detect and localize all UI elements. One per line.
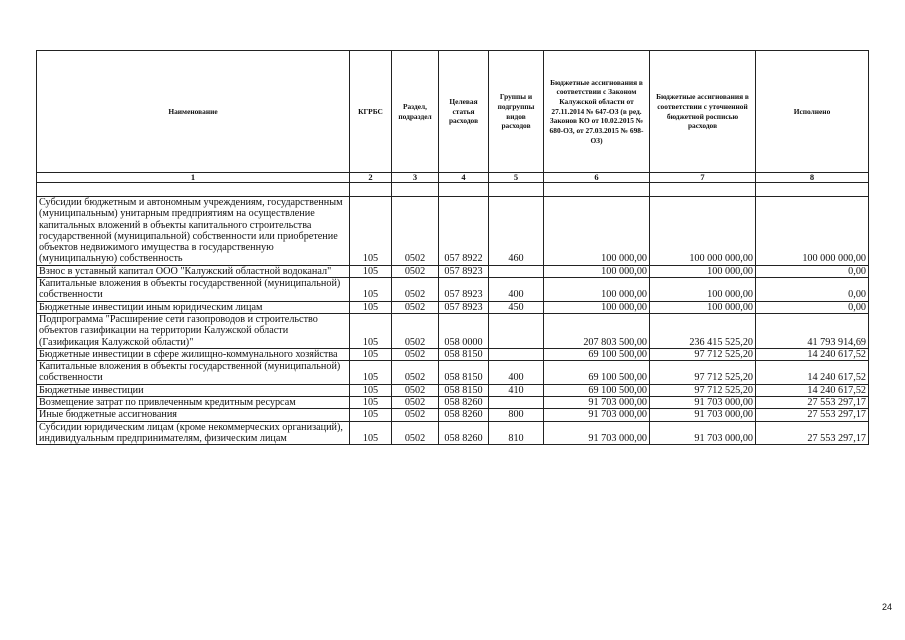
row-target: 057 8922 (439, 197, 489, 266)
table-row (37, 278, 869, 302)
row-refined-amount: 97 712 525,20 (650, 348, 756, 360)
column-number: 8 (756, 173, 869, 183)
row-name: Бюджетные инвестиции (37, 384, 350, 396)
row-section: 0502 (392, 361, 439, 385)
row-section: 0502 (392, 313, 439, 348)
row-group: 410 (489, 384, 544, 396)
row-target: 058 0000 (439, 313, 489, 348)
row-law-amount: 91 703 000,00 (544, 421, 650, 445)
header-row (37, 51, 869, 173)
row-kgrbs: 105 (350, 361, 392, 385)
row-target: 057 8923 (439, 301, 489, 313)
row-target: 057 8923 (439, 278, 489, 302)
row-law-amount: 100 000,00 (544, 197, 650, 266)
row-refined-amount: 97 712 525,20 (650, 361, 756, 385)
row-section: 0502 (392, 301, 439, 313)
column-numbers-row (37, 173, 869, 183)
row-executed-amount: 41 793 914,69 (756, 313, 869, 348)
table-row (37, 384, 869, 396)
row-name: Взнос в уставный капитал ООО "Калужский областной водоканал" (37, 265, 350, 277)
row-kgrbs: 105 (350, 348, 392, 360)
row-name: Капитальные вложения в объекты государственной (муниципальной) собственности (37, 361, 350, 385)
row-name: Подпрограмма "Расширение сети газопроводов и строительство объектов газификации на территории Калужской области (Газификация Калужской области)" (37, 313, 350, 348)
row-law-amount: 100 000,00 (544, 278, 650, 302)
row-section: 0502 (392, 397, 439, 409)
column-number: 2 (350, 173, 392, 183)
row-name: Бюджетные инвестиции иным юридическим лицам (37, 301, 350, 313)
row-section: 0502 (392, 348, 439, 360)
row-executed-amount: 14 240 617,52 (756, 348, 869, 360)
table-row (37, 348, 869, 360)
row-section: 0502 (392, 409, 439, 421)
table-row (37, 361, 869, 385)
row-kgrbs: 105 (350, 197, 392, 266)
row-executed-amount: 0,00 (756, 301, 869, 313)
row-name: Бюджетные инвестиции в сфере жилищно-коммунального хозяйства (37, 348, 350, 360)
row-law-amount: 91 703 000,00 (544, 397, 650, 409)
row-law-amount: 207 803 500,00 (544, 313, 650, 348)
row-law-amount: 69 100 500,00 (544, 348, 650, 360)
row-target: 058 8260 (439, 397, 489, 409)
row-refined-amount: 236 415 525,20 (650, 313, 756, 348)
row-law-amount: 100 000,00 (544, 301, 650, 313)
row-name: Капитальные вложения в объекты государственной (муниципальной) собственности (37, 278, 350, 302)
budget-table (36, 50, 869, 445)
row-target: 058 8150 (439, 384, 489, 396)
row-executed-amount: 14 240 617,52 (756, 361, 869, 385)
row-law-amount: 69 100 500,00 (544, 384, 650, 396)
row-group (489, 397, 544, 409)
table-row (37, 409, 869, 421)
row-target: 058 8260 (439, 421, 489, 445)
row-target: 057 8923 (439, 265, 489, 277)
row-group: 810 (489, 421, 544, 445)
row-section: 0502 (392, 265, 439, 277)
row-section: 0502 (392, 278, 439, 302)
row-group: 450 (489, 301, 544, 313)
row-law-amount: 91 703 000,00 (544, 409, 650, 421)
row-kgrbs: 105 (350, 313, 392, 348)
row-group: 800 (489, 409, 544, 421)
table-row (37, 197, 869, 266)
row-target: 058 8150 (439, 361, 489, 385)
row-kgrbs: 105 (350, 421, 392, 445)
row-group: 460 (489, 197, 544, 266)
row-refined-amount: 100 000,00 (650, 301, 756, 313)
header-refined: Бюджетные ассигнования в соответствии с уточненной бюджетной росписью расходов (650, 51, 756, 173)
row-target: 058 8260 (439, 409, 489, 421)
row-law-amount: 69 100 500,00 (544, 361, 650, 385)
row-section: 0502 (392, 421, 439, 445)
row-kgrbs: 105 (350, 301, 392, 313)
row-section: 0502 (392, 197, 439, 266)
row-group: 400 (489, 278, 544, 302)
row-kgrbs: 105 (350, 265, 392, 277)
row-section: 0502 (392, 384, 439, 396)
column-number: 5 (489, 173, 544, 183)
row-kgrbs: 105 (350, 278, 392, 302)
table-row (37, 313, 869, 348)
header-kgrbs: КГРБС (350, 51, 392, 173)
row-executed-amount: 27 553 297,17 (756, 421, 869, 445)
row-refined-amount: 97 712 525,20 (650, 384, 756, 396)
row-name: Субсидии бюджетным и автономным учреждениям, государственным (муниципальным) унитарным предприятиям на осуществление капитальных вложений в объекты капитального строительства государственной (муниципальной) собственности или приобретение объектов недвижимого имущества в государственную (муниципальную) собственность (37, 197, 350, 266)
row-refined-amount: 100 000 000,00 (650, 197, 756, 266)
row-name: Иные бюджетные ассигнования (37, 409, 350, 421)
row-target: 058 8150 (439, 348, 489, 360)
spacer-row (37, 183, 869, 197)
row-executed-amount: 27 553 297,17 (756, 409, 869, 421)
page-number: 24 (882, 602, 893, 612)
row-refined-amount: 91 703 000,00 (650, 397, 756, 409)
row-law-amount: 100 000,00 (544, 265, 650, 277)
header-executed: Исполнено (756, 51, 869, 173)
row-group (489, 348, 544, 360)
row-kgrbs: 105 (350, 409, 392, 421)
column-number: 7 (650, 173, 756, 183)
row-name: Субсидии юридическим лицам (кроме некоммерческих организаций), индивидуальным предпринимателям, физическим лицам (37, 421, 350, 445)
row-refined-amount: 100 000,00 (650, 265, 756, 277)
row-executed-amount: 0,00 (756, 278, 869, 302)
header-section: Раздел, подраздел (392, 51, 439, 173)
row-executed-amount: 0,00 (756, 265, 869, 277)
table-row (37, 301, 869, 313)
column-number: 1 (37, 173, 350, 183)
row-refined-amount: 91 703 000,00 (650, 421, 756, 445)
row-executed-amount: 14 240 617,52 (756, 384, 869, 396)
row-group (489, 265, 544, 277)
row-refined-amount: 91 703 000,00 (650, 409, 756, 421)
row-name: Возмещение затрат по привлеченным кредитным ресурсам (37, 397, 350, 409)
row-executed-amount: 100 000 000,00 (756, 197, 869, 266)
row-executed-amount: 27 553 297,17 (756, 397, 869, 409)
row-kgrbs: 105 (350, 384, 392, 396)
header-law: Бюджетные ассигнования в соответствии с Законом Калужской области от 27.11.2014 № 647-ОЗ (в ред. Законов КО от 10.02.2015 № 680-ОЗ, от 27.03.2015 № 698-ОЗ) (544, 51, 650, 173)
header-groups: Группы и подгруппы видов расходов (489, 51, 544, 173)
table-row (37, 421, 869, 445)
header-name: Наименование (37, 51, 350, 173)
table-row (37, 265, 869, 277)
table-row (37, 397, 869, 409)
column-number: 3 (392, 173, 439, 183)
column-number: 4 (439, 173, 489, 183)
row-refined-amount: 100 000,00 (650, 278, 756, 302)
row-group: 400 (489, 361, 544, 385)
column-number: 6 (544, 173, 650, 183)
row-kgrbs: 105 (350, 397, 392, 409)
header-target: Целевая статья расходов (439, 51, 489, 173)
row-group (489, 313, 544, 348)
